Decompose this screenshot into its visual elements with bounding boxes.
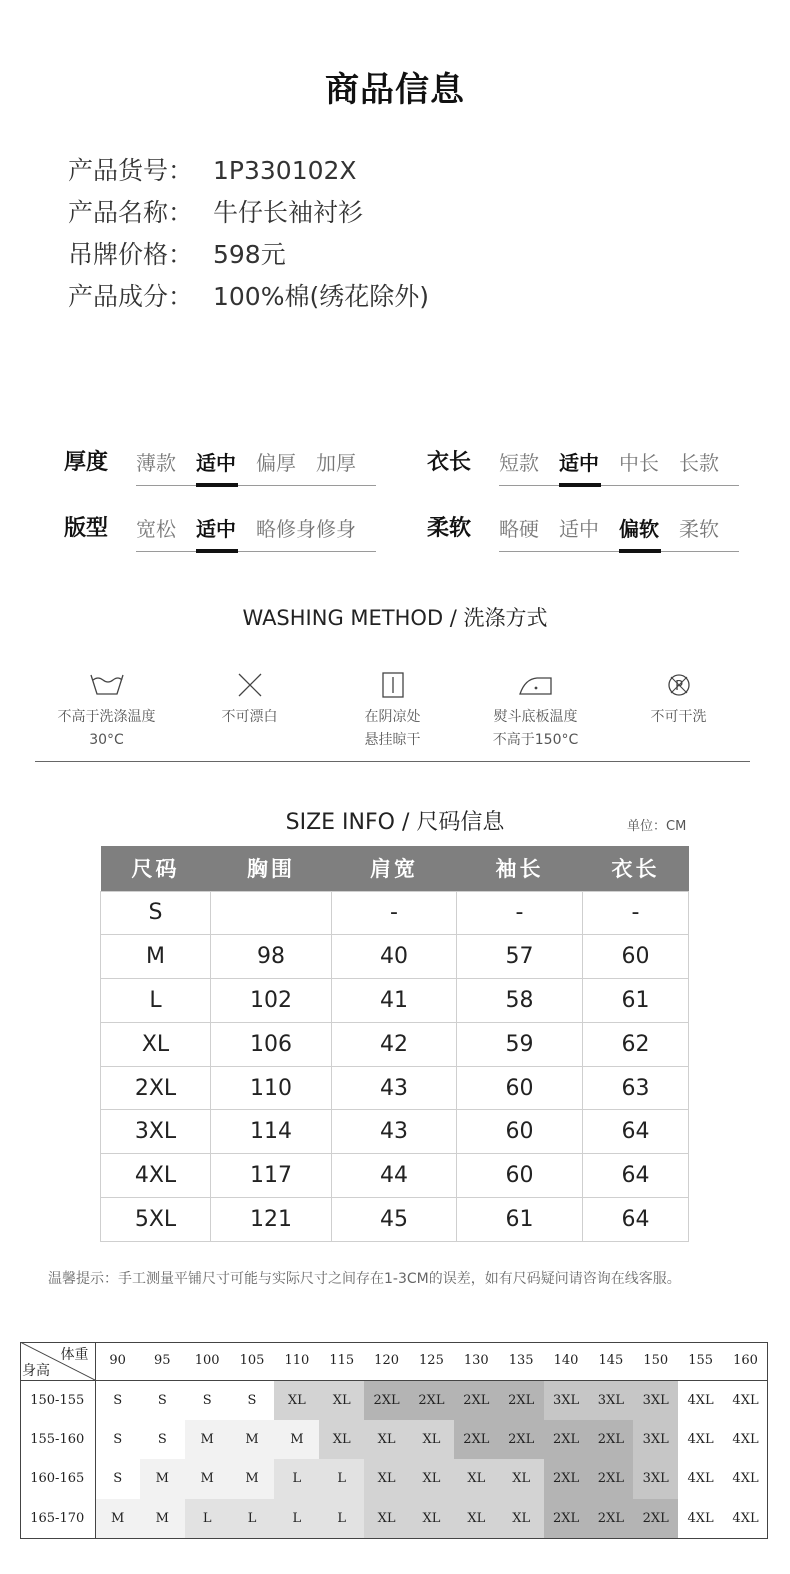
- attr-label: 衣长: [427, 450, 472, 475]
- size-cell: 40: [332, 935, 457, 979]
- no-bleach-icon: [178, 668, 321, 702]
- size-cell: 43: [332, 1110, 457, 1154]
- wash-text: 在阴凉处: [364, 709, 421, 725]
- fit-size-cell: S: [95, 1420, 140, 1460]
- wash-tub-icon: [35, 668, 178, 702]
- size-cell: 63: [583, 1066, 689, 1110]
- fit-size-cell: 4XL: [723, 1499, 768, 1539]
- attr-options: [136, 448, 376, 486]
- fit-chart-header: [20, 1342, 768, 1380]
- corner-weight-label: 体重: [60, 1347, 89, 1363]
- fit-size-cell: XL: [364, 1459, 409, 1499]
- fit-size-cell: 3XL: [544, 1380, 589, 1420]
- washing-title: WASHING METHOD / 洗涤方式: [242, 606, 548, 630]
- wash-text: 不可漂白: [221, 709, 278, 725]
- wash-text: 悬挂晾干: [364, 732, 421, 748]
- corner-height-label: 身高: [22, 1362, 50, 1379]
- height-label: 155-160: [20, 1420, 95, 1460]
- fit-size-cell: M: [140, 1459, 185, 1499]
- weight-header: 135: [499, 1342, 544, 1380]
- product-info: [68, 150, 429, 318]
- fit-size-cell: S: [140, 1420, 185, 1460]
- weight-header: 130: [454, 1342, 499, 1380]
- fit-size-cell: 4XL: [723, 1420, 768, 1460]
- iron-icon: [464, 668, 607, 702]
- weight-header: 105: [230, 1342, 275, 1380]
- fit-size-cell: XL: [454, 1499, 499, 1539]
- fit-size-cell: M: [185, 1459, 230, 1499]
- fit-size-cell: 4XL: [723, 1380, 768, 1420]
- fit-size-cell: XL: [409, 1499, 454, 1539]
- size-cell: 114: [211, 1110, 332, 1154]
- size-table-body: [101, 891, 689, 1241]
- size-header-cell: 衣长: [583, 846, 689, 891]
- size-cell: 64: [583, 1154, 689, 1198]
- size-cell: 117: [211, 1154, 332, 1198]
- info-value: 100%棉(绣花除外): [213, 282, 429, 311]
- table-row: [101, 1154, 689, 1198]
- washing-instructions: [35, 668, 750, 762]
- fit-size-cell: S: [95, 1380, 140, 1420]
- attr-option: 修身: [316, 517, 356, 541]
- height-label: 165-170: [20, 1499, 95, 1539]
- fit-size-cell: 2XL: [544, 1499, 589, 1539]
- wash-item: [464, 668, 607, 761]
- size-cell: XL: [101, 1022, 211, 1066]
- fit-size-cell: 2XL: [633, 1499, 678, 1539]
- fit-size-cell: XL: [409, 1420, 454, 1460]
- fit-size-cell: L: [185, 1499, 230, 1539]
- fit-size-cell: 2XL: [499, 1420, 544, 1460]
- attr-option: 柔软: [679, 517, 719, 541]
- fit-size-cell: L: [274, 1499, 319, 1539]
- attr-option: 适中: [559, 448, 619, 485]
- wash-item: [178, 668, 321, 761]
- size-cell: 5XL: [101, 1198, 211, 1242]
- size-cell: -: [583, 891, 689, 935]
- fit-size-cell: 2XL: [364, 1380, 409, 1420]
- fit-size-cell: 2XL: [499, 1380, 544, 1420]
- fit-chart-body: [20, 1342, 768, 1538]
- fit-row: [20, 1420, 768, 1460]
- page-title: 商品信息: [325, 70, 465, 110]
- fit-size-cell: M: [230, 1420, 275, 1460]
- size-cell: M: [101, 935, 211, 979]
- fit-size-cell: 2XL: [454, 1420, 499, 1460]
- fit-chart: [20, 1342, 768, 1538]
- size-cell: 102: [211, 979, 332, 1023]
- fit-size-cell: 3XL: [633, 1380, 678, 1420]
- size-header-cell: 尺码: [101, 846, 211, 891]
- fit-size-cell: XL: [319, 1380, 364, 1420]
- attr-option: 短款: [499, 451, 539, 475]
- size-table-header: [101, 846, 689, 891]
- size-cell: 64: [583, 1198, 689, 1242]
- fit-size-cell: XL: [499, 1499, 544, 1539]
- size-cell: 60: [457, 1154, 583, 1198]
- size-cell: 98: [211, 935, 332, 979]
- size-cell: 44: [332, 1154, 457, 1198]
- fit-size-cell: 2XL: [544, 1459, 589, 1499]
- fit-size-cell: 3XL: [633, 1420, 678, 1460]
- wash-text: 不高于150°C: [492, 732, 579, 748]
- info-label: 产品成分：: [68, 282, 194, 311]
- no-dry-clean-icon: [607, 668, 750, 702]
- fit-size-cell: M: [230, 1459, 275, 1499]
- size-cell: 60: [457, 1110, 583, 1154]
- fit-size-cell: 2XL: [454, 1380, 499, 1420]
- table-row: [101, 979, 689, 1023]
- size-cell: 110: [211, 1066, 332, 1110]
- table-row: [101, 1198, 689, 1242]
- size-info-title: SIZE INFO / 尺码信息: [285, 810, 505, 835]
- weight-header: 90: [95, 1342, 140, 1380]
- fit-size-cell: 4XL: [678, 1499, 723, 1539]
- info-row-price: [68, 234, 429, 276]
- fit-size-cell: 2XL: [588, 1499, 633, 1539]
- fit-size-cell: S: [95, 1459, 140, 1499]
- attr-option: 适中: [196, 514, 256, 551]
- info-row-name: [68, 192, 429, 234]
- weight-header: 145: [588, 1342, 633, 1380]
- attr-option: 偏厚: [256, 451, 296, 475]
- fit-size-cell: XL: [499, 1459, 544, 1499]
- size-cell: 106: [211, 1022, 332, 1066]
- fit-size-cell: 2XL: [588, 1420, 633, 1460]
- size-header-cell: 肩宽: [332, 846, 457, 891]
- fit-row: [20, 1459, 768, 1499]
- fit-size-cell: M: [140, 1499, 185, 1539]
- attr-option: 略修身: [256, 517, 316, 541]
- fit-size-cell: XL: [364, 1420, 409, 1460]
- weight-header: 155: [678, 1342, 723, 1380]
- info-label: 产品名称：: [68, 198, 194, 227]
- info-value: 598元: [213, 240, 286, 269]
- table-row: [101, 935, 689, 979]
- size-cell: 61: [583, 979, 689, 1023]
- measurement-tip: 温馨提示：手工测量平铺尺寸可能与实际尺寸之间存在1-3CM的误差，如有尺码疑问请咨询在线客服。: [48, 1271, 681, 1287]
- fit-size-cell: XL: [319, 1420, 364, 1460]
- fit-size-cell: M: [185, 1420, 230, 1460]
- fit-size-cell: 3XL: [633, 1459, 678, 1499]
- fit-size-cell: S: [140, 1380, 185, 1420]
- size-cell: 60: [583, 935, 689, 979]
- fit-size-cell: S: [185, 1380, 230, 1420]
- info-label: 吊牌价格：: [68, 240, 194, 269]
- size-cell: 45: [332, 1198, 457, 1242]
- wash-item: [321, 668, 464, 761]
- wash-item: [607, 668, 750, 761]
- attr-thickness: [64, 448, 376, 486]
- attr-option: 长款: [679, 451, 719, 475]
- size-cell: 59: [457, 1022, 583, 1066]
- fit-size-cell: 4XL: [723, 1459, 768, 1499]
- attr-label: 版型: [64, 516, 109, 541]
- wash-text: 熨斗底板温度: [493, 709, 578, 725]
- fit-size-cell: XL: [454, 1459, 499, 1499]
- attr-option: 适中: [559, 517, 599, 541]
- fit-size-cell: 2XL: [544, 1420, 589, 1460]
- attr-options: [499, 514, 739, 552]
- size-cell: 61: [457, 1198, 583, 1242]
- size-cell: [211, 891, 332, 935]
- weight-header: 100: [185, 1342, 230, 1380]
- attr-option: 偏软: [619, 514, 679, 551]
- svg-text:P: P: [674, 679, 683, 694]
- size-cell: S: [101, 891, 211, 935]
- wash-text: 不可干洗: [650, 709, 707, 725]
- weight-header: 140: [544, 1342, 589, 1380]
- weight-header: 120: [364, 1342, 409, 1380]
- fit-size-cell: L: [274, 1459, 319, 1499]
- size-cell: 2XL: [101, 1066, 211, 1110]
- fit-size-cell: 3XL: [588, 1380, 633, 1420]
- fit-size-cell: M: [274, 1420, 319, 1460]
- fit-size-cell: XL: [364, 1499, 409, 1539]
- attr-option: 加厚: [316, 451, 356, 475]
- attr-options: [499, 448, 739, 486]
- fit-size-cell: 2XL: [588, 1459, 633, 1499]
- attr-label: 厚度: [64, 450, 109, 475]
- attr-options: [136, 514, 376, 552]
- fit-size-cell: M: [95, 1499, 140, 1539]
- weight-header: 95: [140, 1342, 185, 1380]
- size-cell: 64: [583, 1110, 689, 1154]
- attr-label: 柔软: [427, 516, 472, 541]
- size-cell: 62: [583, 1022, 689, 1066]
- fit-chart-corner: [20, 1342, 95, 1380]
- height-label: 160-165: [20, 1459, 95, 1499]
- attr-fit: [64, 514, 376, 552]
- weight-header: 150: [633, 1342, 678, 1380]
- table-row: [101, 1022, 689, 1066]
- size-unit: 单位：CM: [627, 819, 687, 834]
- fit-row: [20, 1499, 768, 1539]
- size-cell: 121: [211, 1198, 332, 1242]
- info-row-material: [68, 276, 429, 318]
- wash-item: [35, 668, 178, 761]
- wash-text: 30°C: [89, 732, 124, 748]
- weight-header: 125: [409, 1342, 454, 1380]
- attr-option: 适中: [196, 448, 256, 485]
- fit-size-cell: 2XL: [409, 1380, 454, 1420]
- table-row: [101, 891, 689, 935]
- size-cell: 4XL: [101, 1154, 211, 1198]
- weight-header: 110: [274, 1342, 319, 1380]
- fit-size-cell: XL: [274, 1380, 319, 1420]
- fit-size-cell: L: [319, 1499, 364, 1539]
- weight-header: 160: [723, 1342, 768, 1380]
- size-cell: 3XL: [101, 1110, 211, 1154]
- table-row: [101, 1110, 689, 1154]
- size-cell: 42: [332, 1022, 457, 1066]
- attr-option: 中长: [619, 451, 659, 475]
- info-label: 产品货号：: [68, 156, 194, 185]
- size-header-cell: 袖长: [457, 846, 583, 891]
- size-cell: -: [457, 891, 583, 935]
- attr-softness: [427, 514, 739, 552]
- attr-option: 宽松: [136, 517, 176, 541]
- info-value: 牛仔长袖衬衫: [213, 198, 364, 227]
- size-cell: 57: [457, 935, 583, 979]
- fit-size-cell: 4XL: [678, 1459, 723, 1499]
- hang-dry-shade-icon: [321, 668, 464, 702]
- weight-header: 115: [319, 1342, 364, 1380]
- attr-option: 略硬: [499, 517, 539, 541]
- size-cell: 60: [457, 1066, 583, 1110]
- size-cell: 58: [457, 979, 583, 1023]
- info-value: 1P330102X: [213, 156, 357, 185]
- fit-size-cell: 4XL: [678, 1380, 723, 1420]
- fit-size-cell: 4XL: [678, 1420, 723, 1460]
- wash-text: 不高于洗涤温度: [57, 709, 156, 725]
- size-cell: L: [101, 979, 211, 1023]
- fit-size-cell: L: [319, 1459, 364, 1499]
- table-row: [101, 1066, 689, 1110]
- info-row-sku: [68, 150, 429, 192]
- fit-row: [20, 1380, 768, 1420]
- attr-length: [427, 448, 739, 486]
- fit-size-cell: L: [230, 1499, 275, 1539]
- fit-size-cell: S: [230, 1380, 275, 1420]
- size-cell: 41: [332, 979, 457, 1023]
- size-table: [100, 846, 689, 1242]
- size-cell: 43: [332, 1066, 457, 1110]
- size-header-cell: 胸围: [211, 846, 332, 891]
- size-cell: -: [332, 891, 457, 935]
- height-label: 150-155: [20, 1380, 95, 1420]
- attr-option: 薄款: [136, 451, 176, 475]
- fit-size-cell: XL: [409, 1459, 454, 1499]
